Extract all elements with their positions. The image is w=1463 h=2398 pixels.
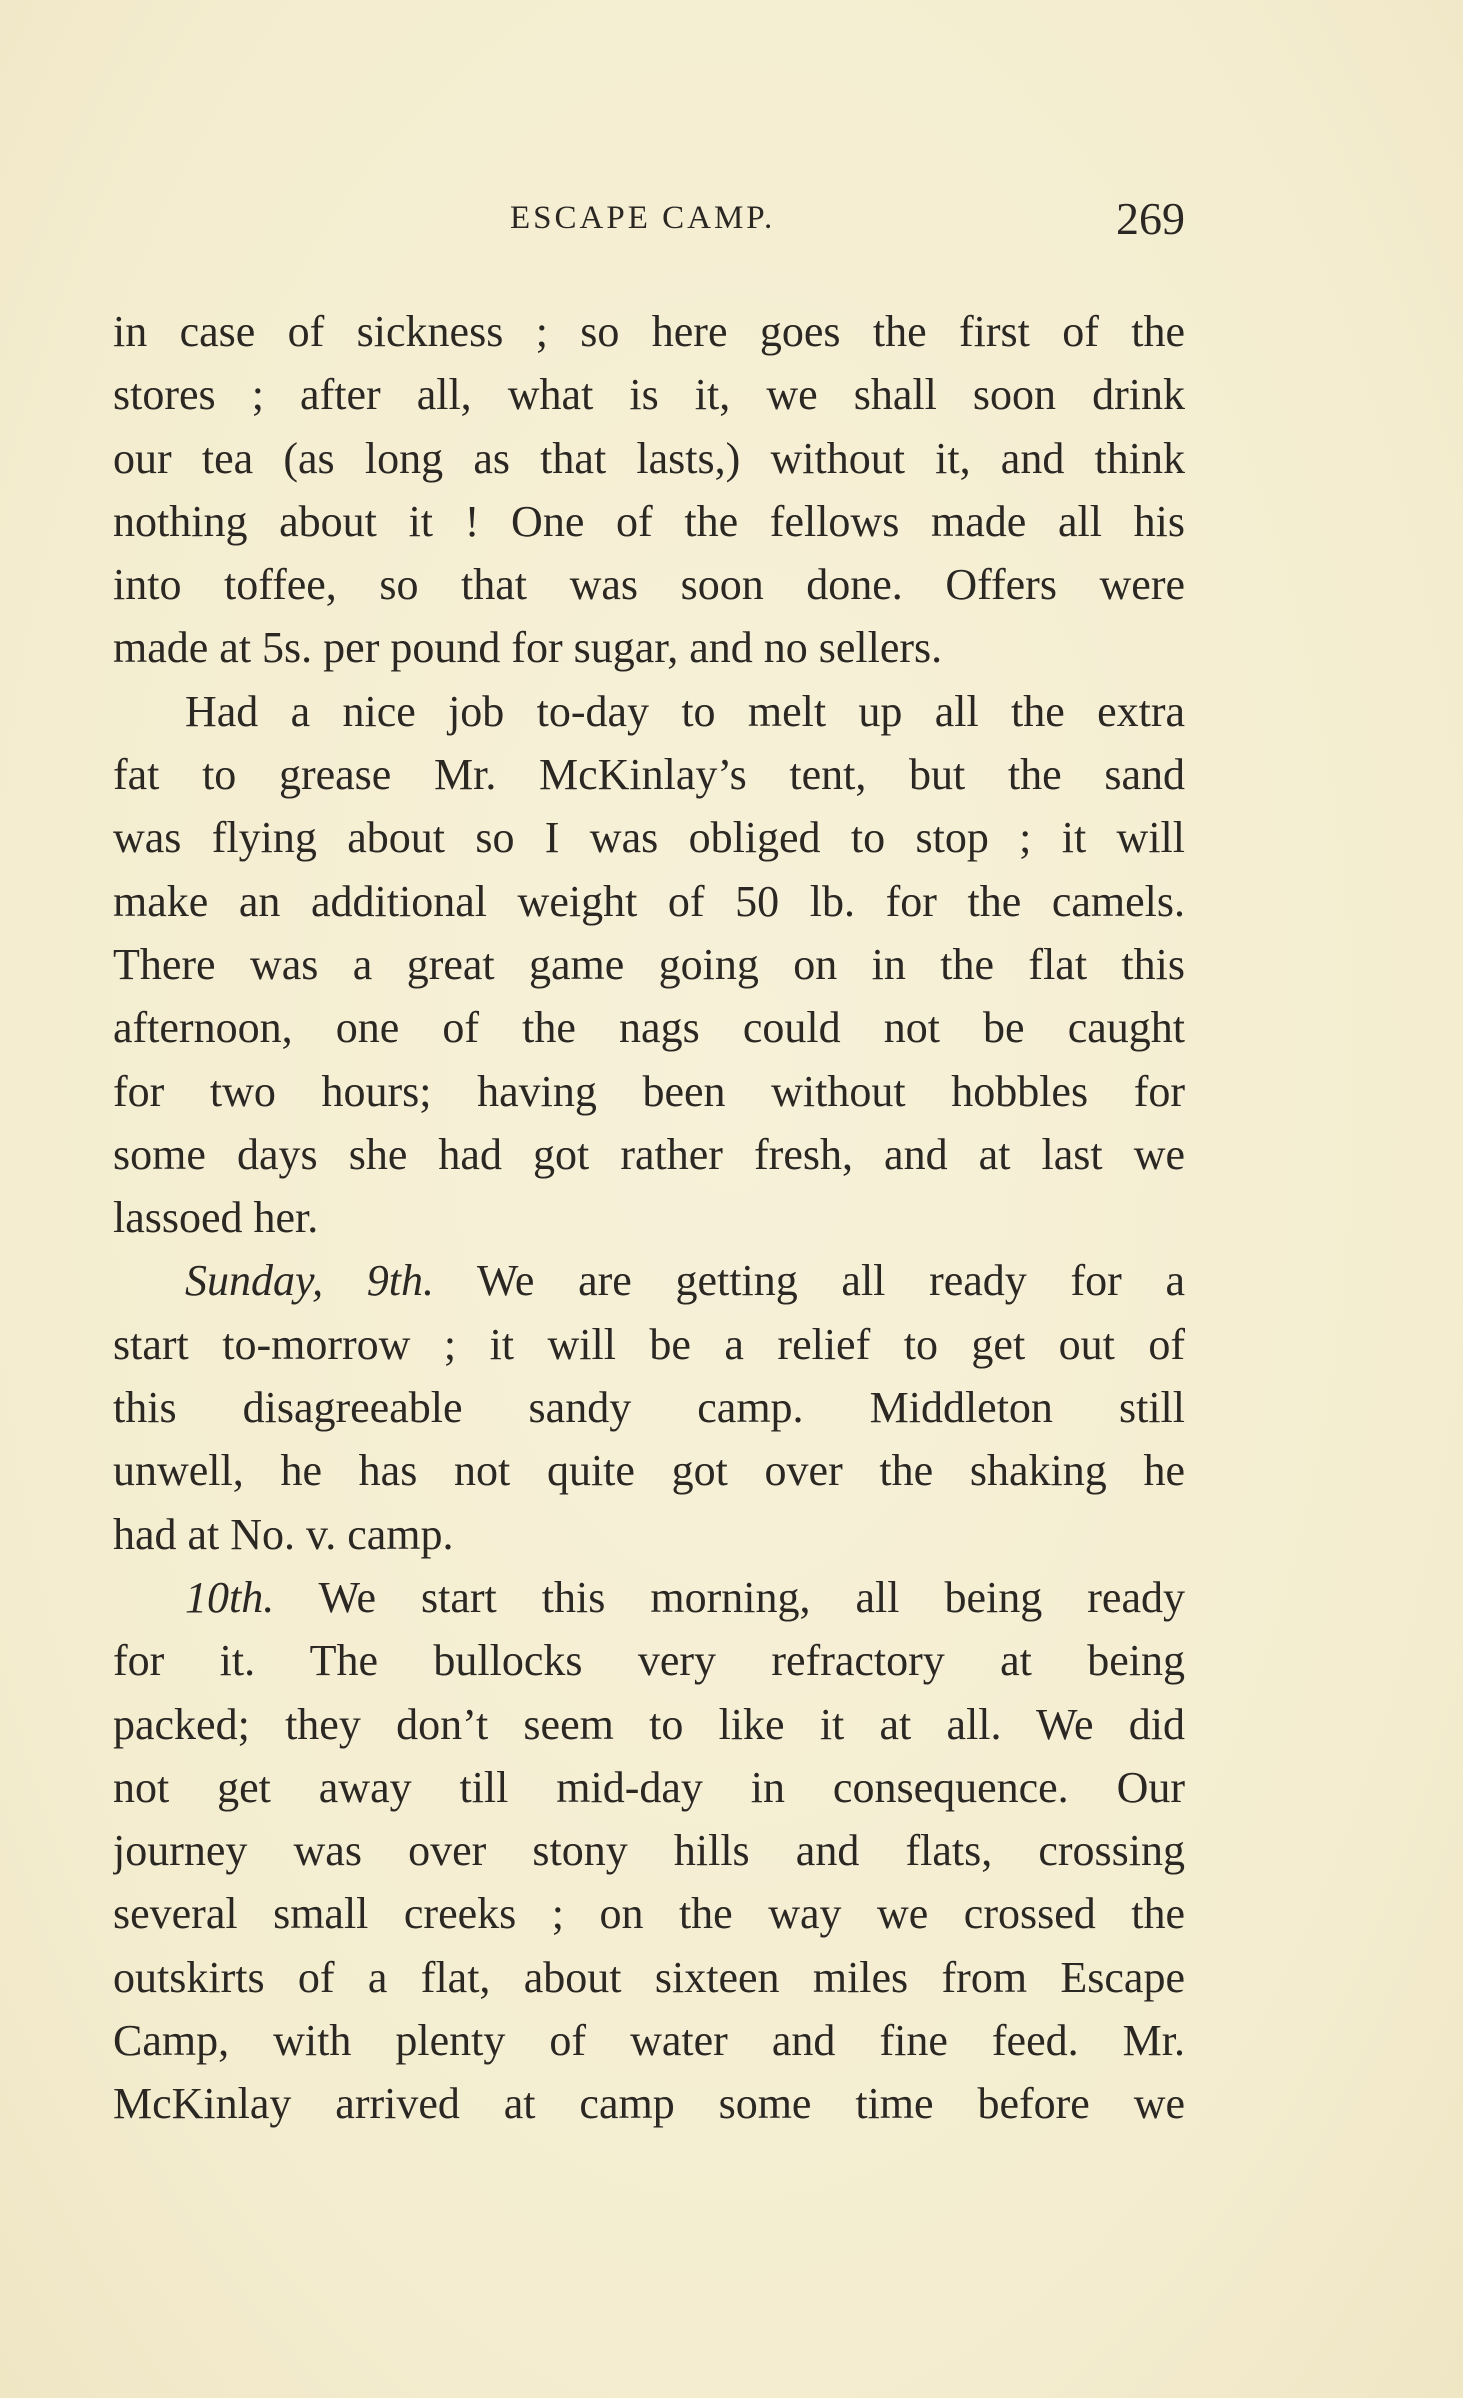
text-line <box>113 1439 1185 1502</box>
running-title: ESCAPE CAMP. <box>510 200 776 236</box>
text-line <box>113 933 1185 996</box>
text-line <box>113 1882 1185 1945</box>
line-text: for two hours; having been without hobbles for <box>113 1066 1185 1116</box>
text-line <box>113 1503 1185 1566</box>
text-line <box>113 1123 1185 1186</box>
text-line <box>113 1566 1185 1629</box>
text-line <box>113 743 1185 806</box>
text-line <box>113 300 1185 363</box>
line-text: lassoed her. <box>113 1193 319 1243</box>
text-line <box>113 870 1185 933</box>
body-text <box>113 300 1185 2136</box>
page-number: 269 <box>1116 193 1185 244</box>
line-text: afternoon, one of the nags could not be caught <box>113 1003 1185 1053</box>
line-text: our tea (as long as that lasts,) without it, and think <box>113 433 1185 483</box>
text-line <box>113 616 1185 679</box>
line-text: make an additional weight of 50 lb. for the camels. <box>113 876 1185 926</box>
text-line <box>113 1629 1185 1692</box>
text-line <box>113 1756 1185 1819</box>
line-text: Had a nice job to-day to melt up all the extra <box>185 686 1185 736</box>
line-text: had at No. v. camp. <box>113 1509 454 1559</box>
text-line <box>113 427 1185 490</box>
line-text: in case of sickness ; so here goes the first of the <box>113 307 1185 356</box>
text-line <box>113 1693 1185 1756</box>
entry-date: Sunday, 9th. <box>185 1256 435 1306</box>
text-line <box>113 1060 1185 1123</box>
text-line <box>113 363 1185 426</box>
text-line <box>113 553 1185 616</box>
line-text: for it. The bullocks very refractory at being <box>113 1636 1185 1686</box>
line-text: not get away till mid-day in consequence. Our <box>113 1762 1185 1812</box>
text-line <box>113 806 1185 869</box>
text-line <box>113 490 1185 553</box>
line-text: Camp, with plenty of water and fine feed. Mr. <box>113 2016 1185 2066</box>
line-text: made at 5s. per pound for sugar, and no sellers. <box>113 623 943 673</box>
text-line <box>113 1186 1185 1249</box>
line-text: unwell, he has not quite got over the shaking he <box>113 1446 1185 1496</box>
line-text: journey was over stony hills and flats, crossing <box>113 1826 1185 1876</box>
text-line <box>113 1249 1185 1312</box>
line-text: was flying about so I was obliged to stop ; it will <box>113 813 1185 863</box>
line-text: several small creeks ; on the way we crossed the <box>113 1889 1185 1939</box>
text-line <box>113 680 1185 743</box>
text-line <box>113 1946 1185 2009</box>
text-line <box>113 2009 1185 2072</box>
line-text: We are getting all ready for a <box>434 1256 1185 1306</box>
line-text: McKinlay arrived at camp some time before we <box>113 2079 1185 2129</box>
text-line <box>113 996 1185 1059</box>
line-text: outskirts of a flat, about sixteen miles from Escape <box>113 1952 1185 2002</box>
line-text: into toffee, so that was soon done. Offers were <box>113 560 1185 610</box>
line-text: packed; they don’t seem to like it at all. We did <box>113 1699 1185 1749</box>
line-text: start to-morrow ; it will be a relief to get out of <box>113 1319 1185 1369</box>
text-line <box>113 2072 1185 2135</box>
entry-date: 10th. <box>185 1572 275 1622</box>
line-text: this disagreeable sandy camp. Middleton still <box>113 1383 1185 1433</box>
line-text: stores ; after all, what is it, we shall soon drink <box>113 370 1185 420</box>
line-text: fat to grease Mr. McKinlay’s tent, but the sand <box>113 750 1185 800</box>
line-text: nothing about it ! One of the fellows made all his <box>113 496 1185 546</box>
line-text: There was a great game going on in the flat this <box>113 939 1185 989</box>
line-text: some days she had got rather fresh, and at last we <box>113 1129 1185 1179</box>
text-line <box>113 1819 1185 1882</box>
line-text: We start this morning, all being ready <box>274 1572 1185 1622</box>
text-line <box>113 1313 1185 1376</box>
text-line <box>113 1376 1185 1439</box>
